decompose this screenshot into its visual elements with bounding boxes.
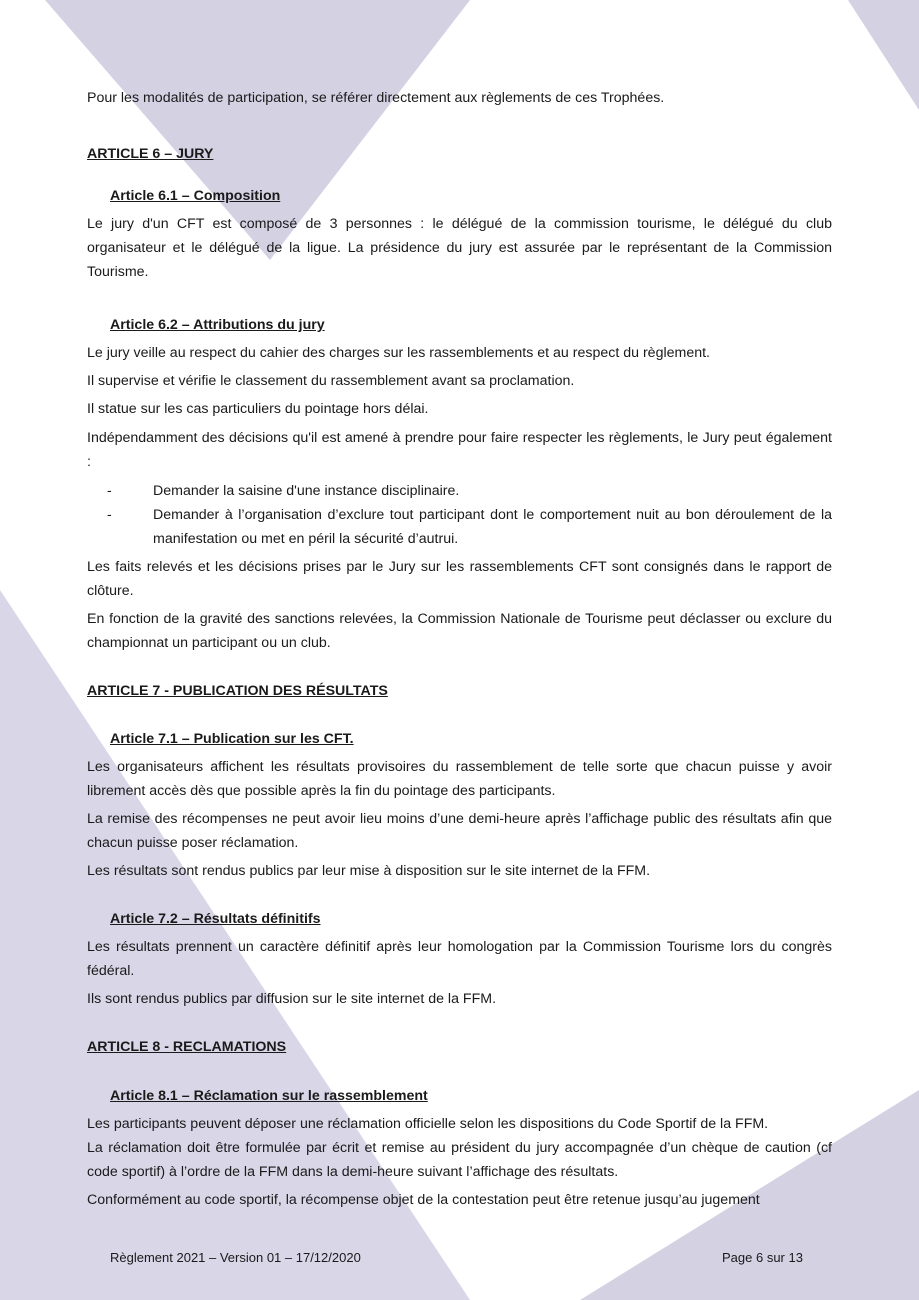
article-6-2-heading: Article 6.2 – Attributions du jury [110, 317, 325, 333]
article-6-2-p2: Il supervise et vérifie le classement du rassemblement avant sa proclamation. [87, 373, 575, 389]
article-7-2-heading: Article 7.2 – Résultats définitifs [110, 911, 321, 927]
article-7-1-p2: La remise des récompenses ne peut avoir lieu moins d’une demi-heure après l’affichage public des résultats afin que chacun puisse poser réclamation. [87, 811, 832, 851]
article-8-1-heading: Article 8.1 – Réclamation sur le rassemblement [110, 1088, 428, 1104]
article-6-2-p5: Les faits relevés et les décisions prises par le Jury sur les rassemblements CFT sont consignés dans le rapport de clôture. [87, 559, 832, 599]
article-7-1-p1: Les organisateurs affichent les résultats provisoires du rassemblement de telle sorte que chacun puisse y avoir librement accès dès que possible après la fin du pointage des participants. [87, 759, 832, 799]
bullet-text: Demander à l’organisation d’exclure tout participant dont le comportement nuit au bon déroulement de la manifestation ou met en péril la sécurité d’autrui. [153, 507, 832, 547]
footer-page-number: Page 6 sur 13 [722, 1250, 803, 1265]
article-8-1-p2: La réclamation doit être formulée par écrit et remise au président du jury accompagnée d’un chèque de caution (cf code sportif) à l’ordre de la FFM dans la demi-heure suivant l’affichage des résultats. [87, 1140, 832, 1180]
article-8-1-p1: Les participants peuvent déposer une réclamation officielle selon les dispositions du Code Sportif de la FFM. [87, 1116, 769, 1132]
article-6-heading: ARTICLE 6 – JURY [87, 146, 214, 162]
bullet-text: Demander la saisine d'une instance disciplinaire. [153, 483, 460, 499]
top-right-triangle [848, 0, 919, 110]
article-6-2-p4: Indépendamment des décisions qu'il est amené à prendre pour faire respecter les règlements, le Jury peut également : [87, 430, 832, 470]
intro-paragraph: Pour les modalités de participation, se référer directement aux règlements de ces Trophées. [87, 90, 665, 106]
bullet-marker: - [107, 483, 112, 499]
article-7-heading: ARTICLE 7 - PUBLICATION DES RÉSULTATS [87, 683, 388, 699]
article-6-1-text: Le jury d'un CFT est composé de 3 personnes : le délégué de la commission tourisme, le délégué du club organisateur et le délégué de la ligue. La présidence du jury est assurée par le représentant de la Commission Tourisme. [87, 216, 832, 280]
article-6-1-heading: Article 6.1 – Composition [110, 188, 281, 204]
article-8-heading: ARTICLE 8 - RECLAMATIONS [87, 1039, 287, 1055]
footer-version: Règlement 2021 – Version 01 – 17/12/2020 [110, 1250, 361, 1265]
bullet-marker: - [107, 507, 112, 523]
article-7-2-p2: Ils sont rendus publics par diffusion sur le site internet de la FFM. [87, 991, 497, 1007]
article-6-2-p3: Il statue sur les cas particuliers du pointage hors délai. [87, 401, 429, 417]
article-7-1-heading: Article 7.1 – Publication sur les CFT. [110, 731, 354, 747]
article-7-2-p1: Les résultats prennent un caractère définitif après leur homologation par la Commission Tourisme lors du congrès fédéral. [87, 939, 832, 979]
article-6-2-p1: Le jury veille au respect du cahier des charges sur les rassemblements et au respect du règlement. [87, 345, 710, 361]
article-6-2-p6: En fonction de la gravité des sanctions relevées, la Commission Nationale de Tourisme peut déclasser ou exclure du championnat un participant ou un club. [87, 611, 832, 651]
article-7-1-p3: Les résultats sont rendus publics par leur mise à disposition sur le site internet de la FFM. [87, 863, 651, 879]
article-8-1-p3: Conformément au code sportif, la récompense objet de la contestation peut être retenue jusqu’au jugement [87, 1192, 760, 1208]
